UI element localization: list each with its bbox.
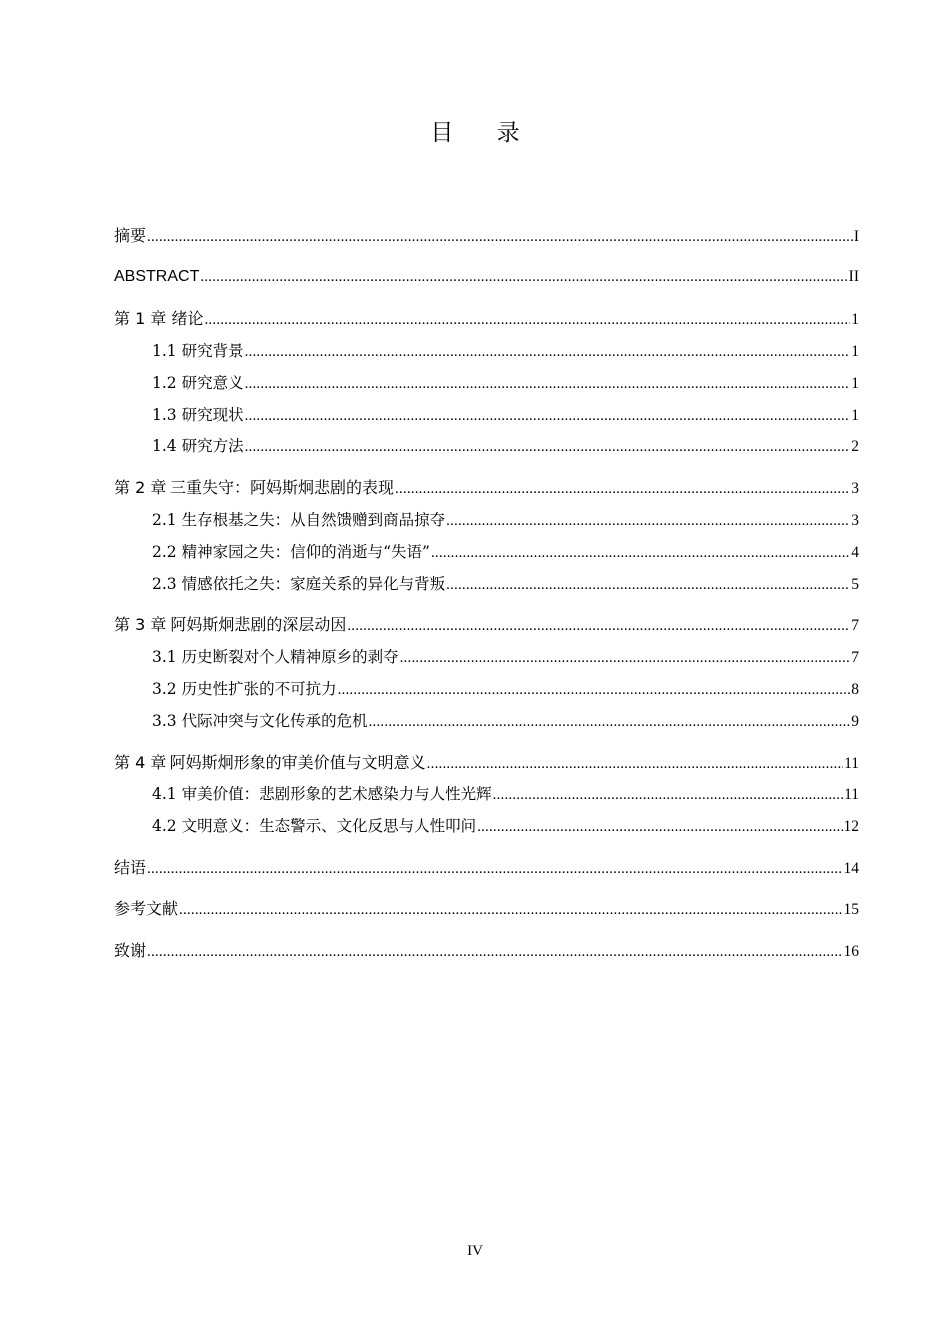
dot-leader <box>395 476 850 501</box>
toc-entry-label: 结语 <box>114 858 147 877</box>
toc-entry-label: 1.1 研究背景 <box>152 342 244 360</box>
toc-entry-label: 3.1 历史断裂对个人精神原乡的剥夺 <box>152 648 399 666</box>
toc-entry-references[interactable] <box>114 897 859 921</box>
chapter-number: 第 3 章 <box>114 615 167 634</box>
toc-entry-page: 1 <box>851 407 859 424</box>
dot-leader <box>400 645 851 670</box>
toc-entry-section-4-1[interactable] <box>152 782 859 806</box>
dot-leader <box>477 814 842 839</box>
toc-entry-page: 14 <box>843 860 859 877</box>
dot-leader <box>493 782 843 807</box>
toc-entry-section-1-2[interactable] <box>152 371 859 395</box>
dot-leader <box>347 613 850 638</box>
toc-entry-section-1-1[interactable] <box>152 339 859 363</box>
toc-entry-label: 4.2 文明意义：生态警示、文化反思与人性叩问 <box>152 817 477 835</box>
toc-entry-section-4-2[interactable] <box>152 814 859 838</box>
toc-entry-section-3-2[interactable] <box>152 677 859 701</box>
toc-entry-section-2-3[interactable] <box>152 572 859 596</box>
dot-leader <box>446 508 850 533</box>
toc-entry-label: 三重失守：阿妈斯炯悲剧的表现 <box>169 478 394 497</box>
toc-entry-label: 2.3 情感依托之失：家庭关系的异化与背叛 <box>152 575 446 593</box>
toc-entry-section-3-3[interactable] <box>152 709 859 733</box>
toc-entry-section-3-1[interactable] <box>152 645 859 669</box>
toc-entry-page: 2 <box>851 438 859 455</box>
dot-leader <box>245 403 851 428</box>
dot-leader <box>369 709 851 734</box>
dot-leader <box>147 939 842 964</box>
chapter-number: 第 4 章 <box>114 753 167 772</box>
toc-entry-page: 7 <box>851 649 859 666</box>
toc-entry-abstract-cn[interactable] <box>114 224 859 248</box>
toc-entry-abstract-en[interactable] <box>114 265 859 289</box>
dot-leader <box>245 371 851 396</box>
toc-entry-page: 16 <box>843 943 859 960</box>
dot-leader <box>147 224 853 249</box>
toc-entry-chapter-4[interactable] <box>114 751 859 775</box>
dot-leader <box>147 856 842 881</box>
toc-entry-page: 8 <box>851 681 859 698</box>
dot-leader <box>179 897 842 922</box>
toc-entry-page: 1 <box>851 311 859 328</box>
toc-entry-label: 摘要 <box>114 226 147 245</box>
dot-leader <box>427 751 843 776</box>
toc-entry-label: 1.2 研究意义 <box>152 374 244 392</box>
toc-entry-label: 参考文献 <box>114 899 179 918</box>
chapter-number: 第 1 章 <box>114 309 167 328</box>
toc-entry-label: 2.2 精神家园之失：信仰的消逝与“失语” <box>152 543 430 561</box>
toc-entry-page: 5 <box>851 576 859 593</box>
toc-entry-page: 1 <box>851 375 859 392</box>
toc-entry-section-2-2[interactable] <box>152 540 859 564</box>
toc-entry-page: I <box>853 228 859 245</box>
dot-leader <box>200 265 847 289</box>
toc-entry-label: ABSTRACT <box>114 268 200 285</box>
toc-entry-label: 绪论 <box>171 309 204 328</box>
dot-leader <box>338 677 851 702</box>
toc-entry-chapter-2[interactable] <box>114 476 859 500</box>
toc-entry-label: 阿妈斯炯形象的审美价值与文明意义 <box>169 753 426 772</box>
dot-leader <box>245 434 851 459</box>
toc-entry-conclusion[interactable] <box>114 856 859 880</box>
toc-entry-page: 9 <box>851 713 859 730</box>
toc-entry-page: 11 <box>844 755 859 772</box>
dot-leader <box>245 339 851 364</box>
toc-entry-chapter-1[interactable] <box>114 307 859 331</box>
dot-leader <box>204 307 850 332</box>
toc-entry-acknowledgements[interactable] <box>114 939 859 963</box>
toc-entry-label: 阿妈斯炯悲剧的深层动因 <box>170 615 347 634</box>
toc-entry-page: 15 <box>843 901 859 918</box>
toc-entry-page: 1 <box>851 343 859 360</box>
toc-entry-section-1-4[interactable] <box>152 434 859 458</box>
toc-entry-chapter-3[interactable] <box>114 613 859 637</box>
toc-entry-page: 4 <box>851 544 859 561</box>
toc-entry-label: 4.1 审美价值：悲剧形象的艺术感染力与人性光辉 <box>152 785 492 803</box>
dot-leader <box>431 540 850 565</box>
toc-entry-label: 1.3 研究现状 <box>152 406 244 424</box>
toc-entry-section-1-3[interactable] <box>152 403 859 427</box>
toc-entry-label: 致谢 <box>114 941 147 960</box>
toc-entry-page: 12 <box>843 818 859 835</box>
toc-entry-label: 3.3 代际冲突与文化传承的危机 <box>152 712 368 730</box>
toc-entry-label: 3.2 历史性扩张的不可抗力 <box>152 680 337 698</box>
toc-entry-label: 2.1 生存根基之失：从自然馈赠到商品掠夺 <box>152 511 446 529</box>
toc-entry-page: II <box>848 268 859 285</box>
toc-title: 目 录 <box>430 120 538 146</box>
toc-entry-page: 3 <box>851 480 859 497</box>
toc-entry-page: 7 <box>851 617 859 634</box>
toc-entry-section-2-1[interactable] <box>152 508 859 532</box>
page-number-footer: IV <box>467 1243 483 1259</box>
dot-leader <box>446 572 850 597</box>
chapter-number: 第 2 章 <box>114 478 167 497</box>
toc-entry-page: 11 <box>844 786 859 803</box>
toc-entry-page: 3 <box>851 512 859 529</box>
toc-entry-label: 1.4 研究方法 <box>152 437 244 455</box>
